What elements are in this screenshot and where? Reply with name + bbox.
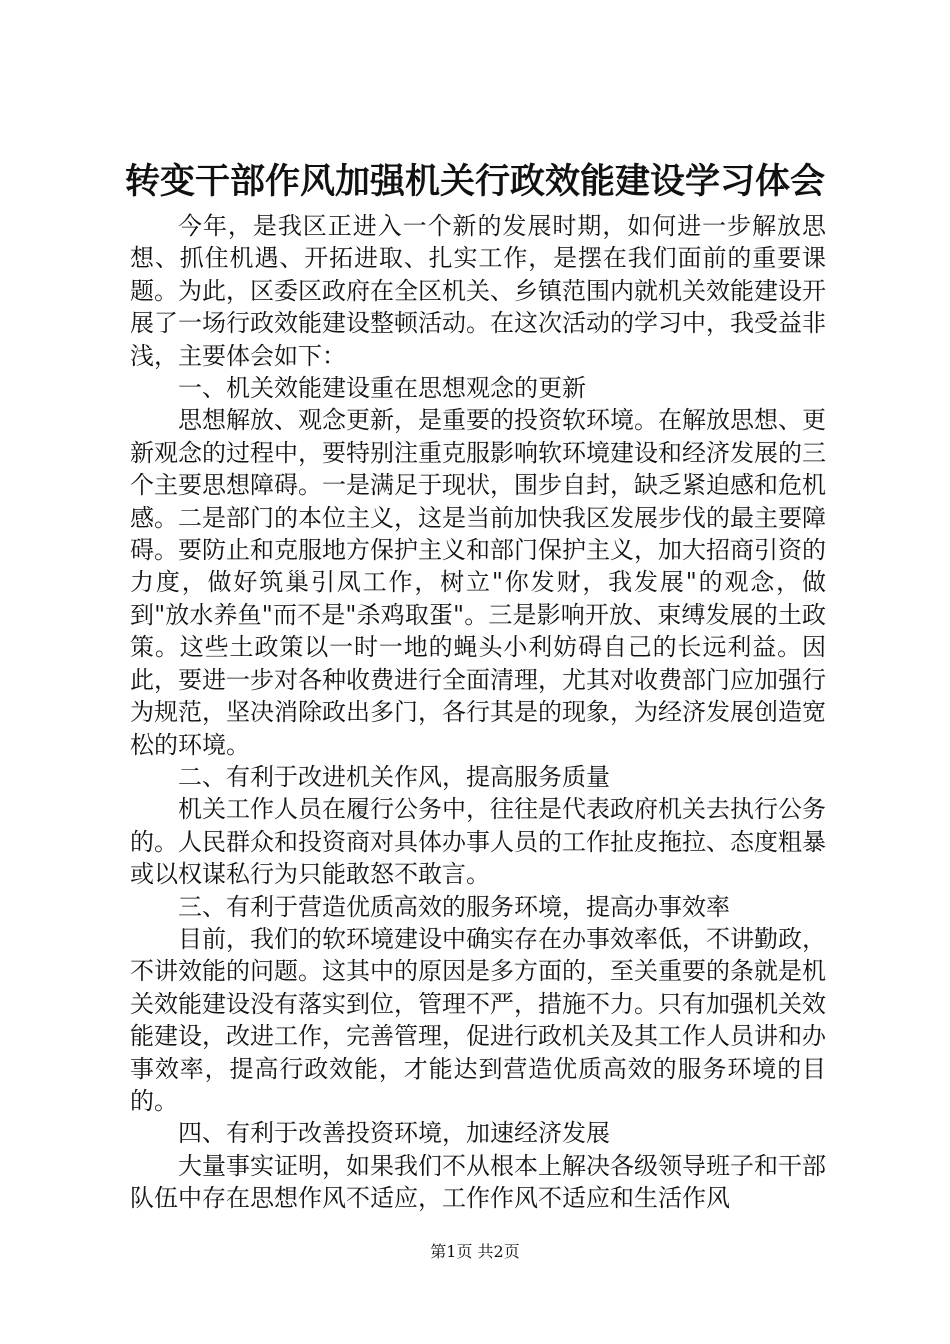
paragraph-section-4: 大量事实证明，如果我们不从根本上解决各级领导班子和干部队伍中存在思想作风不适应，工作作风不适应和生活作风 xyxy=(130,1151,826,1213)
page-number-footer: 第1页 共2页 xyxy=(430,1242,520,1261)
section-heading-2: 二、有利于改进机关作风，提高服务质量 xyxy=(178,762,610,791)
document-title: 转变干部作风加强机关行政效能建设学习体会 xyxy=(124,161,825,202)
section-heading-3: 三、有利于营造优质高效的服务环境，提高办事效率 xyxy=(178,892,730,921)
paragraph-intro: 今年，是我区正进入一个新的发展时期，如何进一步解放思想、抓住机遇、开拓进取、扎实工作，是摆在我们面前的重要课题。为此，区委区政府在全区机关、乡镇范围内就机关效能建设开展了一场行政效能建设整顿活动。在这次活动的学习中，我受益非浅，主要体会如下： xyxy=(130,212,826,370)
section-heading-4: 四、有利于改善投资环境，加速经济发展 xyxy=(178,1119,610,1148)
paragraph-section-3: 目前，我们的软环境建设中确实存在办事效率低，不讲勤政，不讲效能的问题。这其中的原因是多方面的，至关重要的条就是机关效能建设没有落实到位，管理不严，措施不力。只有加强机关效能建设，改进工作，完善管理，促进行政机关及其工作人员讲和办事效率，提高行政效能，才能达到营造优质高效的服务环境的目的。 xyxy=(130,924,826,1115)
paragraph-section-1: 思想解放、观念更新，是重要的投资软环境。在解放思想、更新观念的过程中，要特别注重克服影响软环境建设和经济发展的三个主要思想障碍。一是满足于现状，围步自封，缺乏紧迫感和危机感。二是部门的本位主义，这是当前加快我区发展步伐的最主要障碍。要防止和克服地方保护主义和部门保护主义，加大招商引资的力度，做好筑巢引凤工作，树立"你发财，我发展"的观念，做到"放水养鱼"而不是"杀鸡取蛋"。三是影响开放、束缚发展的土政策。这些土政策以一时一地的蝇头小利妨碍自己的长远利益。因此，要进一步对各种收费进行全面清理，尤其对收费部门应加强行为规范，坚决消除政出多门，各行其是的现象，为经济发展创造宽松的环境。 xyxy=(130,406,826,759)
paragraph-section-2: 机关工作人员在履行公务中，往往是代表政府机关去执行公务的。人民群众和投资商对具体办事人员的工作扯皮拖拉、态度粗暴或以权谋私行为只能敢怒不敢言。 xyxy=(130,795,826,889)
document-body xyxy=(130,210,826,1215)
section-heading-1: 一、机关效能建设重在思想观念的更新 xyxy=(178,374,586,403)
